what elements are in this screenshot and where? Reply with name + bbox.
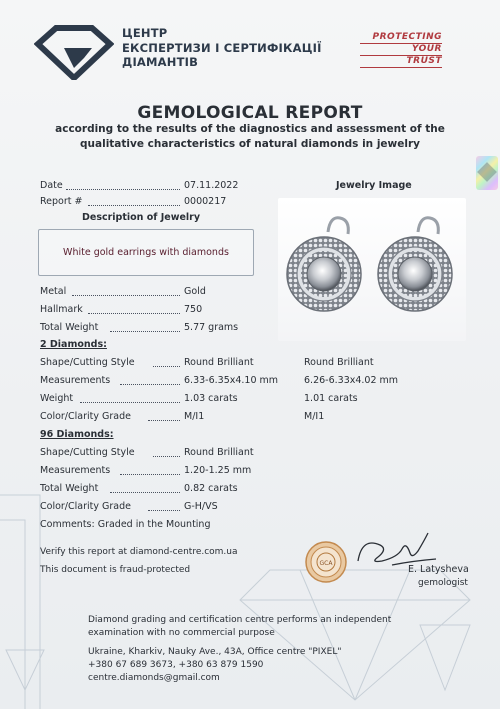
shape-value-group-2: Round Brilliant bbox=[184, 447, 254, 458]
footer-line-2: examination with no commercial purpose bbox=[88, 628, 275, 638]
org-line-1: ЦЕНТР bbox=[122, 26, 168, 40]
signer-name: E. Latysheva bbox=[408, 564, 469, 575]
description-box bbox=[38, 229, 254, 276]
footer-email: centre.diamonds@gmail.com bbox=[88, 673, 220, 683]
weight-label: Weight bbox=[40, 393, 74, 404]
dot-leader bbox=[120, 376, 180, 385]
org-line-2: ЕКСПЕРТИЗИ І СЕРТИФІКАЦІЇ bbox=[122, 40, 322, 55]
dot-leader bbox=[88, 305, 180, 314]
grade-value-2: M/I1 bbox=[304, 411, 325, 422]
weight-value-1: 1.03 carats bbox=[184, 393, 238, 404]
subtitle-line-1: according to the results of the diagnostics and assessment of the bbox=[55, 123, 445, 135]
dot-leader bbox=[72, 287, 180, 296]
jewelry-image bbox=[278, 198, 466, 341]
dot-leader bbox=[110, 323, 180, 332]
date-value: 07.11.2022 bbox=[184, 180, 239, 191]
verify-text: Verify this report at diamond-centre.com.ua bbox=[40, 547, 238, 557]
total-weight-label-2: Total Weight bbox=[40, 483, 99, 494]
fraud-protected-text: This document is fraud-protected bbox=[40, 565, 191, 575]
shape-label: Shape/Cutting Style bbox=[40, 357, 135, 368]
total-weight-value-group-2: 0.82 carats bbox=[184, 483, 238, 494]
metal-value: Gold bbox=[184, 286, 206, 297]
footer-address: Ukraine, Kharkiv, Nauky Ave., 43A, Office centre "PIXEL" bbox=[88, 647, 342, 657]
measurements-value-1: 6.33-6.35x4.10 mm bbox=[184, 375, 279, 386]
seal-icon bbox=[304, 540, 348, 584]
hologram-sticker-icon bbox=[476, 156, 498, 190]
grade-value-1: M/I1 bbox=[184, 411, 205, 422]
footer-line-1: Diamond grading and certification centre performs an independent bbox=[88, 615, 392, 625]
dot-leader bbox=[120, 466, 180, 475]
dot-leader bbox=[153, 358, 180, 367]
diamonds-group-2-heading: 96 Diamonds: bbox=[40, 429, 114, 440]
gca-seal bbox=[304, 540, 348, 584]
jewelry-image-heading: Jewelry Image bbox=[336, 180, 412, 191]
subtitle-line-2: qualitative characteristics of natural diamonds in jewelry bbox=[80, 138, 420, 150]
dot-leader bbox=[148, 412, 180, 421]
measurements-label-2: Measurements bbox=[40, 465, 111, 476]
description-text: White gold earrings with diamonds bbox=[63, 247, 229, 258]
measurements-value-group-2: 1.20-1.25 mm bbox=[184, 465, 252, 476]
report-title: GEMOLOGICAL REPORT bbox=[137, 103, 363, 123]
diamonds-group-1-heading: 2 Diamonds: bbox=[40, 339, 107, 350]
diamond-logo-icon bbox=[34, 24, 114, 80]
signer-role: gemologist bbox=[418, 578, 468, 588]
slogan-line-3: TRUST bbox=[360, 56, 442, 68]
description-heading: Description of Jewelry bbox=[82, 212, 201, 223]
dot-leader bbox=[148, 502, 180, 511]
metal-label: Metal bbox=[40, 286, 67, 297]
org-line-3: ДІАМАНТІВ bbox=[122, 55, 199, 69]
measurements-label: Measurements bbox=[40, 375, 111, 386]
grade-value-group-2: G-H/VS bbox=[184, 501, 218, 512]
dot-leader bbox=[66, 181, 180, 190]
organization-name bbox=[122, 26, 322, 70]
footer-contacts bbox=[88, 646, 341, 685]
hallmark-value: 750 bbox=[184, 304, 203, 315]
footer-phones: +380 67 689 3673, +380 63 879 1590 bbox=[88, 660, 264, 670]
dot-leader bbox=[88, 197, 180, 206]
total-weight-value: 5.77 grams bbox=[184, 322, 239, 333]
seal-text: GCA bbox=[319, 560, 333, 567]
slogan-line-1: PROTECTING bbox=[360, 32, 442, 44]
grade-label-2: Color/Clarity Grade bbox=[40, 501, 131, 512]
shape-label-2: Shape/Cutting Style bbox=[40, 447, 135, 458]
grade-label: Color/Clarity Grade bbox=[40, 411, 131, 422]
report-subtitle bbox=[30, 122, 470, 152]
date-label: Date bbox=[40, 180, 63, 191]
weight-value-2: 1.01 carats bbox=[304, 393, 358, 404]
dot-leader bbox=[80, 394, 180, 403]
footer-statement bbox=[88, 614, 391, 640]
report-number-label: Report # bbox=[40, 196, 83, 207]
hallmark-label: Hallmark bbox=[40, 304, 83, 315]
shape-value-1: Round Brilliant bbox=[184, 357, 254, 368]
earrings-illustration bbox=[278, 198, 466, 341]
slogan-line-2: YOUR bbox=[360, 44, 442, 56]
total-weight-label: Total Weight bbox=[40, 322, 99, 333]
report-number-value: 0000217 bbox=[184, 196, 227, 207]
dot-leader bbox=[110, 484, 180, 493]
dot-leader bbox=[153, 448, 180, 457]
slogan bbox=[360, 32, 442, 68]
shape-value-2: Round Brilliant bbox=[304, 357, 374, 368]
header bbox=[34, 20, 474, 90]
measurements-value-2: 6.26-6.33x4.02 mm bbox=[304, 375, 399, 386]
comments: Comments: Graded in the Mounting bbox=[40, 519, 211, 530]
